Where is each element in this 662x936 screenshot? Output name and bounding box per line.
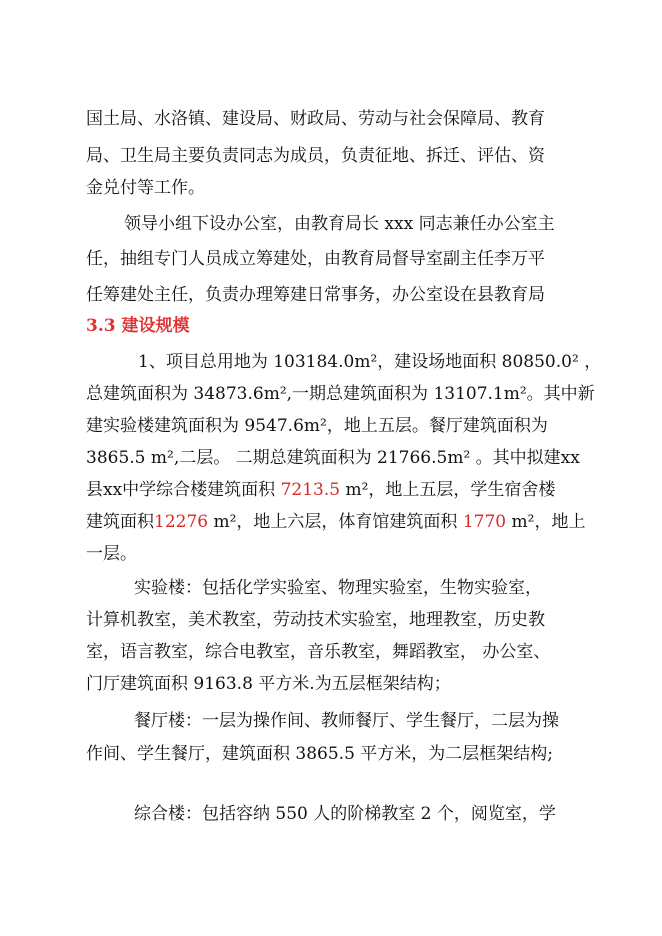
para3-line7: 一层。	[86, 544, 137, 564]
para4-line1: 实验楼：包括化学实验室、物理实验室，生物实验室，	[134, 578, 542, 598]
para3-line5-text-a: 县xx中学综合楼建筑面积	[86, 480, 281, 500]
para4-line2: 计算机教室，美术教室，劳动技术实验室，地理教室，历史教	[86, 610, 545, 630]
section-heading: 3.3 建设规模	[86, 316, 190, 336]
para3-line6-text-c: m²，地上	[506, 512, 586, 532]
gymnasium-area: 1770	[462, 512, 507, 532]
para3-line2: 总建筑面积为 34873.6m²,一期总建筑面积为 13107.1m²。其中新	[86, 384, 595, 404]
para3-line6	[86, 511, 606, 533]
para5-line1: 餐厅楼：一层为操作间、教师餐厅、学生餐厅，二层为操	[134, 711, 559, 731]
para4-line3: 室，语言教室，综合电教室，音乐教室，舞蹈教室， 办公室、	[86, 642, 551, 662]
para2-line3: 任筹建处主任，负责办理筹建日常事务，办公室设在县教育局	[86, 285, 545, 305]
para3-line4: 3865.5 m²,二层。 二期总建筑面积为 21766.5m² 。其中拟建xx	[86, 448, 580, 468]
complex-building-area: 7213.5	[280, 480, 341, 500]
para6-line1: 综合楼：包括容纳 550 人的阶梯教室 2 个，阅览室，学	[134, 804, 556, 824]
para3-line5-text-b: m²，地上五层，学生宿舍楼	[340, 480, 556, 500]
para2-line2: 任，抽组专门人员成立筹建处，由教育局督导室副主任李万平	[86, 249, 545, 269]
para1-line2: 局、卫生局主要负责同志为成员，负责征地、拆迁、评估、资	[86, 146, 545, 166]
para1-line1: 国土局、水洛镇、建设局、财政局、劳动与社会保障局、教育	[86, 109, 545, 129]
dormitory-area: 12276	[154, 512, 209, 532]
para3-line6-text-a: 建筑面积	[86, 512, 154, 532]
para3-line5	[86, 479, 606, 501]
para3-line1: 1、项目总用地为 103184.0m²，建设场地面积 80850.0² ，	[138, 352, 602, 372]
para2-line1: 领导小组下设办公室，由教育局长 xxx 同志兼任办公室主	[124, 214, 555, 234]
para5-line2: 作间、学生餐厅，建筑面积 3865.5 平方米，为二层框架结构;	[86, 744, 554, 764]
para4-line4: 门厅建筑面积 9163.8 平方米.为五层框架结构；	[86, 674, 451, 694]
para3-line3: 建实验楼建筑面积为 9547.6m²，地上五层。餐厅建筑面积为	[86, 416, 548, 436]
para1-line3: 金兑付等工作。	[86, 178, 205, 198]
para3-line6-text-b: m²，地上六层，体育馆建筑面积	[208, 512, 463, 532]
